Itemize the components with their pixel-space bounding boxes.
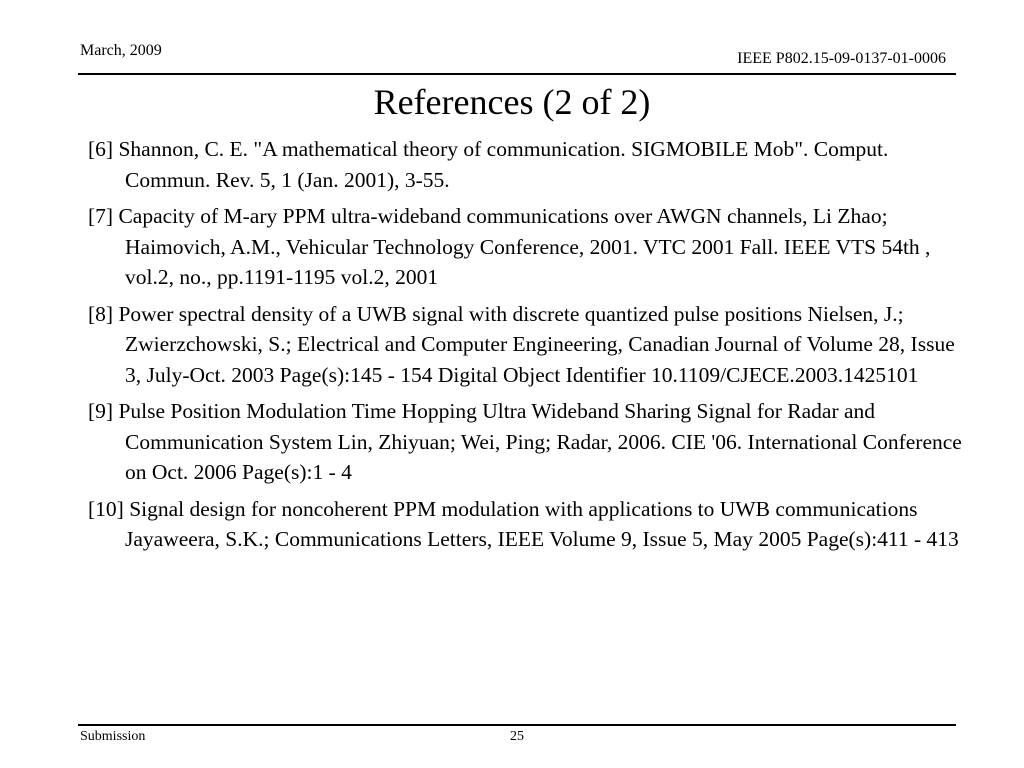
footer-page-number: 25 <box>510 729 524 744</box>
footer-submission-label: Submission <box>80 729 146 744</box>
reference-list <box>88 134 968 561</box>
reference-item: [7] Capacity of M-ary PPM ultra-wideband communications over AWGN channels, Li Zhao; Haimovich, A.M., Vehicular Technology Conference, 2001. VTC 2001 Fall. IEEE VTS 54th , vol.2, no., pp.1191-1195 vol.2, 2001 <box>88 204 931 289</box>
reference-item: [9] Pulse Position Modulation Time Hopping Ultra Wideband Sharing Signal for Radar and Communication System Lin, Zhiyuan; Wei, Ping; Radar, 2006. CIE '06. International Conference on Oct. 2006 Page(s):1 - 4 <box>88 399 962 484</box>
header-divider <box>78 73 956 75</box>
reference-item: [10] Signal design for noncoherent PPM modulation with applications to UWB communications Jayaweera, S.K.; Communications Letters, IEEE Volume 9, Issue 5, May 2005 Page(s):411 - 413 <box>88 496 959 551</box>
header-document-id: IEEE P802.15-09-0137-01-0006 <box>737 50 946 67</box>
reference-item: [6] Shannon, C. E. "A mathematical theory of communication. SIGMOBILE Mob". Comput. Commun. Rev. 5, 1 (Jan. 2001), 3-55. <box>88 137 889 192</box>
footer-divider <box>78 724 956 726</box>
header-date: March, 2009 <box>80 42 162 59</box>
slide-title: References (2 of 2) <box>373 82 651 122</box>
reference-item: [8] Power spectral density of a UWB signal with discrete quantized pulse positions Nielsen, J.; Zwierzchowski, S.; Electrical and Computer Engineering, Canadian Journal of Volume 28, Issue 3, July-Oct. 2003 Page(s):145 - 154 Digital Object Identifier 10.1109/CJECE.2003.1425101 <box>88 301 955 387</box>
